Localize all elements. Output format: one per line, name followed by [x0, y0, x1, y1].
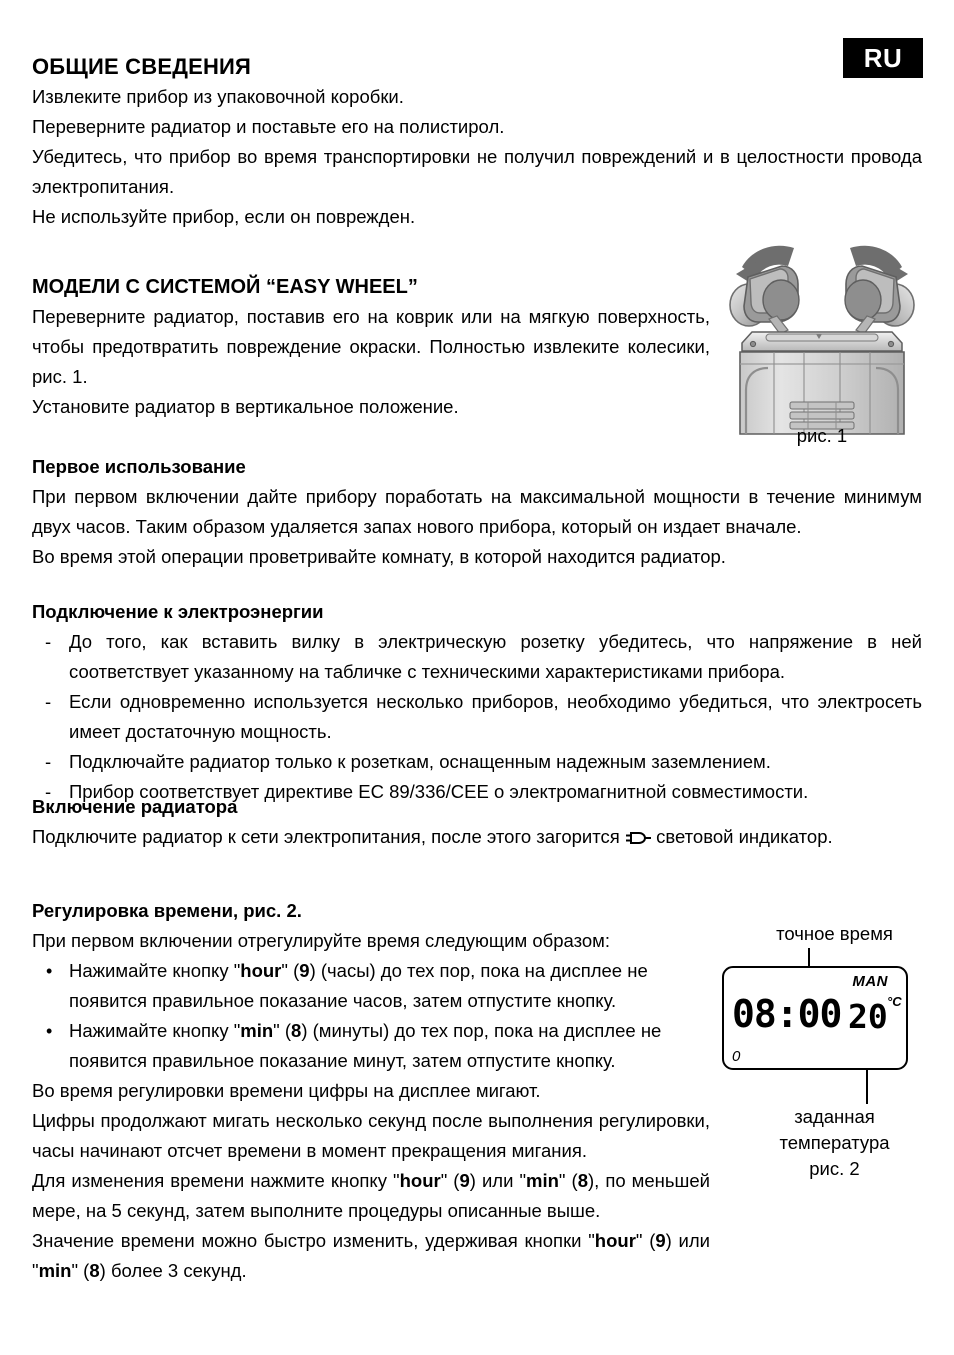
bullet2-post: ) (минуты) до тех пор, пока на дисплее не появится правильное показание минут, затем отпустите кнопку. [69, 1020, 662, 1071]
list-item [32, 627, 922, 687]
fast-ref-9: 9 [655, 1230, 666, 1251]
radiator-body [740, 352, 904, 434]
section-first-use-heading: Первое использование [32, 456, 246, 477]
section-general [32, 52, 922, 232]
radiator-wheel-illustration-svg [722, 222, 922, 452]
bullet2-ref-number: 8 [291, 1020, 302, 1041]
figure-2-bottom-label-line1: заданная [794, 1106, 875, 1127]
bullet1-pre: Нажимайте кнопку " [69, 960, 241, 981]
dash-marker: - [45, 691, 52, 712]
figure-1-illustration [722, 222, 922, 452]
time-adjust-bullets [32, 956, 710, 1076]
change-mid1: " ( [440, 1170, 460, 1191]
switch-on-text-after: световой индикатор. [656, 826, 833, 847]
bullet1-ref-number: 9 [299, 960, 310, 981]
change-mid3: " ( [558, 1170, 578, 1191]
change-mid2: ) или " [469, 1170, 527, 1191]
section-switch-on [32, 792, 922, 852]
fast-pre: Значение времени можно быстро изменить, удерживая кнопки " [32, 1230, 595, 1251]
time-adjust-blink-line: Во время регулировки времени цифры на дисплее мигают. [32, 1080, 541, 1101]
time-bullet-1 [69, 956, 710, 1016]
section-first-use [32, 452, 922, 572]
section-switch-on-heading: Включение радиатора [32, 796, 238, 817]
change-pre: Для изменения времени нажмите кнопку " [32, 1170, 400, 1191]
lcd-degree-unit: °C [887, 994, 902, 1009]
power-item-3: Подключайте радиатор только к розеткам, оснащенным надежным заземлением. [69, 751, 771, 772]
language-badge: RU [843, 38, 923, 78]
easy-wheel-paragraph-2: Установите радиатор в вертикальное положение. [32, 396, 459, 417]
figure-2-bottom-label [715, 1104, 954, 1156]
change-ref-8: 8 [577, 1170, 588, 1191]
figure-2-lcd-display [715, 922, 954, 1179]
lcd-mode-indicator: MAN [852, 973, 888, 990]
fast-post: ) более 3 секунд. [99, 1260, 247, 1281]
radiator-base-bracket [742, 332, 902, 351]
list-item [32, 956, 710, 1016]
time-adjust-blink-paragraph: Цифры продолжают мигать несколько секунд после выполнения регулировки, часы начинают отсчет времени в момент прекращения мигания. [32, 1110, 710, 1161]
change-button-min: min [526, 1170, 559, 1191]
section-easy-wheel-heading: МОДЕЛИ С СИСТЕМОЙ “EASY WHEEL” [32, 276, 418, 298]
bullet2-button-label: min [240, 1020, 274, 1041]
dash-marker: - [45, 781, 52, 802]
figure-1-caption: рис. 1 [796, 425, 848, 446]
power-item-1: До того, как вставить вилку в электрическую розетку убедитесь, что напряжение в ней соответствует указанному на табличке с техническими характеристиками прибора. [69, 631, 922, 682]
bullet2-mid: " ( [273, 1020, 292, 1041]
fast-ref-8: 8 [89, 1260, 100, 1281]
time-adjust-change-line [32, 1166, 710, 1226]
section-easy-wheel [32, 272, 710, 422]
time-adjust-fast-line [32, 1226, 710, 1286]
change-button-hour: hour [399, 1170, 441, 1191]
fast-mid3: " ( [71, 1260, 90, 1281]
general-line-3: Убедитесь, что прибор во время транспортировки не получил повреждений и в целостности провода электропитания. [32, 146, 922, 197]
list-item [32, 1016, 710, 1076]
section-time-adjust [32, 896, 710, 1286]
dash-marker: - [45, 631, 52, 652]
section-power-connection [32, 597, 922, 807]
general-line-4: Не используйте прибор, если он поврежден. [32, 206, 416, 227]
figure-2-caption: рис. 2 [809, 1158, 860, 1179]
change-post: ), по меньшей мере, на 5 секунд, затем выполните процедуры описанные выше. [32, 1170, 710, 1221]
first-use-paragraph-1: При первом включении дайте прибору поработать на максимальной мощности в течение минимум двух часов. Таким образом удаляется запах нового прибора, который он издает вначале. [32, 486, 922, 537]
change-ref-9: 9 [459, 1170, 470, 1191]
bullet-marker: • [46, 1021, 53, 1041]
first-use-paragraph-2: Во время этой операции проветривайте комнату, в которой находится радиатор. [32, 546, 726, 567]
fast-mid1: " ( [635, 1230, 656, 1251]
list-item [32, 747, 922, 777]
fast-mid2: ) или " [32, 1230, 710, 1281]
lcd-temperature-value: 20 [848, 997, 888, 1036]
bullet-marker: • [46, 961, 53, 981]
general-line-1: Извлеките прибор из упаковочной коробки. [32, 86, 404, 107]
list-item [32, 687, 922, 747]
lcd-time-value: 08:00 [732, 992, 842, 1036]
section-power-connection-heading: Подключение к электроэнергии [32, 601, 324, 622]
lcd-corner-marker: 0 [732, 1048, 741, 1065]
bullet1-mid: " ( [281, 960, 300, 981]
lcd-screen [722, 966, 908, 1070]
bullet2-pre: Нажимайте кнопку " [69, 1020, 241, 1041]
switch-on-paragraph [32, 822, 922, 852]
time-adjust-intro: При первом включении отрегулируйте время следующим образом: [32, 930, 610, 951]
fast-button-hour: hour [594, 1230, 636, 1251]
switch-on-text-before: Подключите радиатор к сети электропитания, после этого загорится [32, 826, 620, 847]
figure-2-bottom-label-line2: температура [779, 1132, 890, 1153]
section-time-adjust-heading: Регулировка времени, рис. 2. [32, 900, 302, 921]
time-bullet-2 [69, 1016, 710, 1076]
power-item-2: Если одновременно используется несколько приборов, необходимо убедиться, что электросеть имеет достаточную мощность. [69, 691, 922, 742]
section-general-heading: ОБЩИЕ СВЕДЕНИЯ [32, 54, 252, 79]
dash-marker: - [45, 751, 52, 772]
bullet1-button-label: hour [240, 960, 282, 981]
fast-button-min: min [38, 1260, 72, 1281]
figure-2-top-label: точное время [776, 923, 893, 944]
figure-2-leader-line-bottom [866, 1070, 868, 1104]
power-connection-list [32, 627, 922, 807]
easy-wheel-paragraph-1: Переверните радиатор, поставив его на коврик или на мягкую поверхность, чтобы предотвратить повреждение окраски. Полностью извлеките колесики, рис. 1. [32, 306, 710, 387]
bullet1-post: ) (часы) до тех пор, пока на дисплее не появится правильное показание часов, затем отпустите кнопку. [69, 960, 648, 1011]
general-line-2: Переверните радиатор и поставьте его на полистирол. [32, 116, 505, 137]
power-item-4: Прибор соответствует директиве ЕС 89/336/СЕЕ о электромагнитной совместимости. [69, 781, 809, 802]
lamp-indicator-icon [625, 824, 651, 838]
